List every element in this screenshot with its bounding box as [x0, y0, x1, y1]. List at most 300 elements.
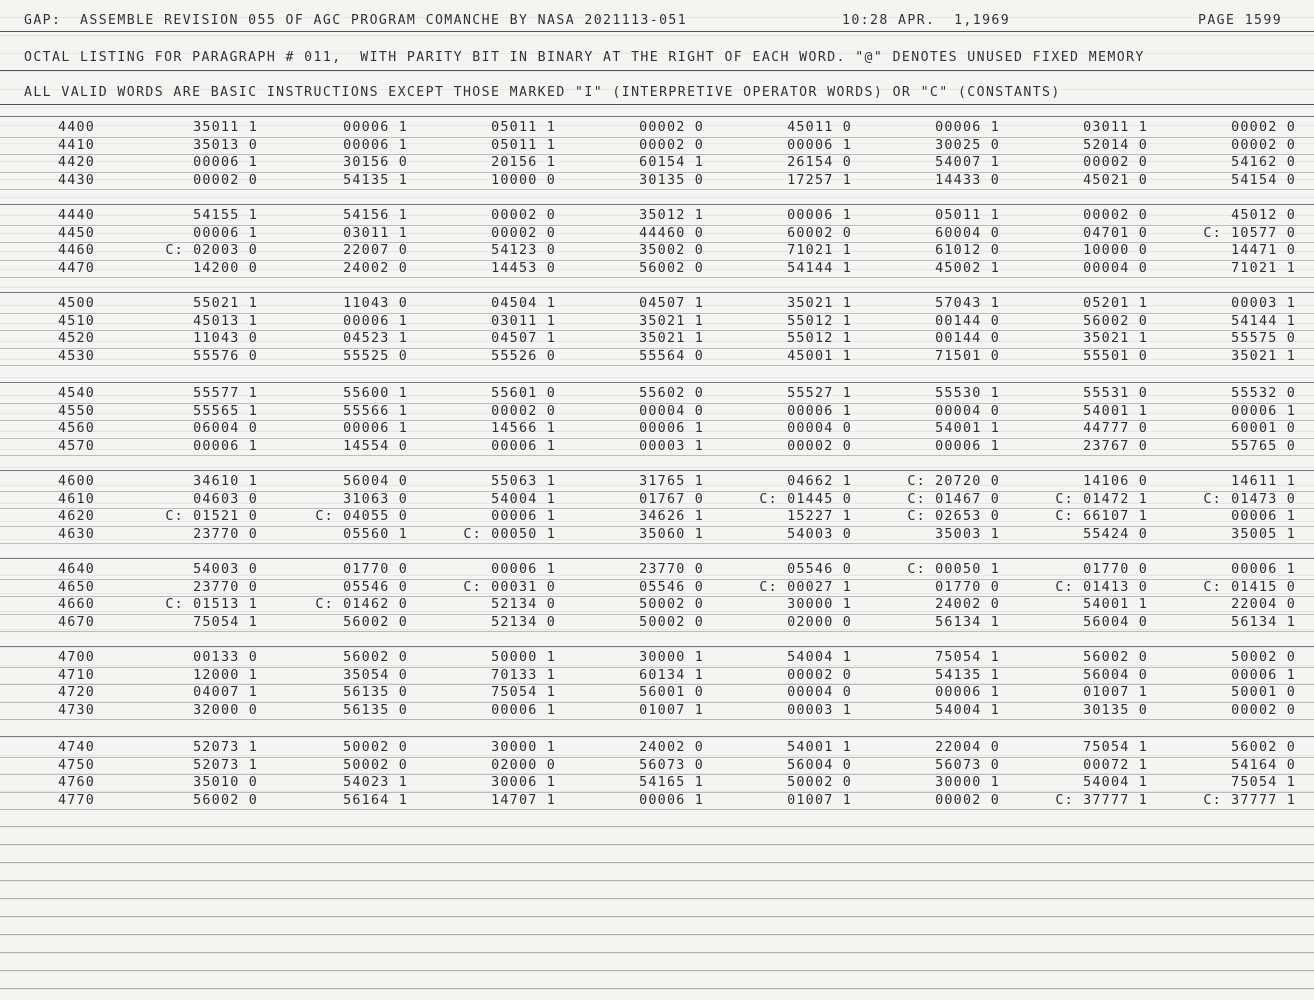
octal-word: 24002 0	[343, 260, 408, 276]
octal-word: 12000 1	[193, 667, 258, 683]
octal-word: C: 02653 0	[907, 509, 1000, 525]
listing-row	[0, 758, 1314, 775]
listing-row	[0, 439, 1314, 456]
octal-word: 50002 0	[343, 740, 408, 755]
octal-word: 05201 1	[1083, 296, 1148, 311]
row-address: 4670	[58, 614, 96, 630]
octal-word: 52134 0	[491, 597, 556, 613]
octal-word: 14471 0	[1231, 243, 1296, 259]
octal-word: 54003 0	[787, 526, 852, 542]
octal-word: 71021 1	[1231, 260, 1296, 276]
octal-word: 56073 0	[639, 757, 704, 773]
octal-word: C: 00031 0	[463, 579, 556, 595]
block-rule	[0, 558, 1314, 559]
octal-word: C: 20720 0	[907, 474, 1000, 489]
octal-word: 55063 1	[491, 474, 556, 489]
octal-word: 04701 0	[1083, 225, 1148, 241]
octal-word: 54004 1	[1083, 775, 1148, 791]
octal-word: 11043 0	[193, 331, 258, 347]
octal-word: 00006 1	[787, 208, 852, 223]
blank-rule	[0, 988, 1314, 989]
octal-word: 14200 0	[193, 260, 258, 276]
octal-word: 00002 0	[1231, 702, 1296, 718]
octal-word: 00144 0	[935, 331, 1000, 347]
row-address: 4470	[58, 260, 96, 276]
octal-word: 01007 1	[1083, 685, 1148, 701]
octal-word: 45011 0	[787, 120, 852, 135]
octal-word: 00002 0	[491, 208, 556, 223]
octal-word: 30000 1	[935, 775, 1000, 791]
octal-word: C: 00050 1	[463, 526, 556, 542]
octal-word: 55564 0	[639, 348, 704, 364]
octal-word: 71501 0	[935, 348, 1000, 364]
row-address: 4750	[58, 757, 96, 773]
octal-word: 05011 1	[491, 120, 556, 135]
octal-word: 00002 0	[193, 172, 258, 188]
octal-word: 00004 0	[935, 403, 1000, 419]
octal-word: 00006 1	[639, 421, 704, 437]
octal-word: 30000 1	[491, 740, 556, 755]
octal-word: 55532 0	[1231, 386, 1296, 401]
octal-word: 00006 1	[935, 120, 1000, 135]
octal-word: 24002 0	[935, 597, 1000, 613]
row-address: 4650	[58, 579, 96, 595]
row-address: 4540	[58, 386, 96, 401]
listing-row	[0, 138, 1314, 155]
octal-word: 55565 1	[193, 403, 258, 419]
octal-word: 60004 0	[935, 225, 1000, 241]
octal-word: 00006 1	[1231, 562, 1296, 577]
octal-word: 55424 0	[1083, 526, 1148, 542]
octal-word: C: 00027 1	[759, 579, 852, 595]
octal-word: 00002 0	[639, 120, 704, 135]
listing-row	[0, 421, 1314, 438]
octal-word: 00006 1	[935, 438, 1000, 454]
octal-word: 34626 1	[639, 509, 704, 525]
octal-word: C: 01472 1	[1055, 491, 1148, 507]
octal-word: 54001 1	[1083, 403, 1148, 419]
octal-word: 01007 1	[787, 792, 852, 808]
octal-word: 26154 0	[787, 155, 852, 171]
octal-word: 56134 1	[935, 614, 1000, 630]
octal-word: 04507 1	[639, 296, 704, 311]
octal-word: 00006 1	[1231, 403, 1296, 419]
octal-word: 35005 1	[1231, 526, 1296, 542]
header-line-1: GAP: ASSEMBLE REVISION 055 OF AGC PROGRAM COMANCHE BY NASA 2021113-051	[24, 13, 688, 28]
octal-word: 02000 0	[491, 757, 556, 773]
listing-row	[0, 509, 1314, 526]
octal-word: 00006 1	[491, 702, 556, 718]
header-rule-1	[0, 31, 1314, 32]
octal-word: 05546 0	[639, 579, 704, 595]
row-address: 4600	[58, 474, 96, 489]
octal-word: 01770 0	[343, 562, 408, 577]
octal-word: 04662 1	[787, 474, 852, 489]
octal-word: 05011 1	[935, 208, 1000, 223]
octal-word: 31765 1	[639, 474, 704, 489]
octal-word: C: 01445 0	[759, 491, 852, 507]
octal-word: 56002 0	[343, 650, 408, 665]
header-timestamp: 10:28 APR. 1,1969	[842, 13, 1011, 28]
octal-word: 00006 1	[1231, 509, 1296, 525]
octal-word: C: 04055 0	[315, 509, 408, 525]
row-rule	[0, 455, 1314, 456]
octal-word: 52073 1	[193, 757, 258, 773]
row-rule	[0, 365, 1314, 366]
row-address: 4440	[58, 208, 96, 223]
header-rule-3	[0, 104, 1314, 105]
octal-word: 55576 0	[193, 348, 258, 364]
octal-word: 56002 0	[343, 614, 408, 630]
listing-row	[0, 562, 1314, 579]
octal-word: 00002 0	[1231, 120, 1296, 135]
octal-word: 52014 0	[1083, 137, 1148, 153]
octal-word: 56002 0	[193, 792, 258, 808]
octal-word: 45012 0	[1231, 208, 1296, 223]
octal-word: 34610 1	[193, 474, 258, 489]
row-address: 4550	[58, 403, 96, 419]
octal-word: 10000 0	[491, 172, 556, 188]
row-address: 4520	[58, 331, 96, 347]
octal-word: 00003 1	[639, 438, 704, 454]
octal-word: 54154 0	[1231, 172, 1296, 188]
octal-word: 00002 0	[491, 225, 556, 241]
octal-word: 61012 0	[935, 243, 1000, 259]
listing-row	[0, 615, 1314, 632]
octal-word: 54155 1	[193, 208, 258, 223]
listing-row	[0, 208, 1314, 225]
octal-word: 55526 0	[491, 348, 556, 364]
row-rule	[0, 631, 1314, 632]
octal-word: 54001 1	[1083, 597, 1148, 613]
octal-word: 75054 1	[1083, 740, 1148, 755]
octal-word: 22004 0	[1231, 597, 1296, 613]
octal-word: C: 37777 1	[1203, 792, 1296, 808]
octal-word: 70133 1	[491, 667, 556, 683]
listing-row	[0, 296, 1314, 313]
octal-word: 56004 0	[343, 474, 408, 489]
octal-word: 04007 1	[193, 685, 258, 701]
octal-word: 22004 0	[935, 740, 1000, 755]
block-rule	[0, 116, 1314, 117]
octal-word: 00003 1	[787, 702, 852, 718]
octal-word: 56164 1	[343, 792, 408, 808]
header-page-number: PAGE 1599	[1198, 13, 1283, 28]
octal-word: 52134 0	[491, 614, 556, 630]
octal-word: 20156 1	[491, 155, 556, 171]
octal-word: 00072 1	[1083, 757, 1148, 773]
octal-word: 55531 0	[1083, 386, 1148, 401]
octal-word: 00006 1	[935, 685, 1000, 701]
octal-word: 00006 1	[343, 137, 408, 153]
octal-word: 00006 1	[491, 562, 556, 577]
octal-word: 50001 0	[1231, 685, 1296, 701]
octal-word: 35060 1	[639, 526, 704, 542]
octal-word: 35021 1	[787, 296, 852, 311]
octal-word: 00002 0	[639, 137, 704, 153]
octal-word: 30156 0	[343, 155, 408, 171]
octal-word: 55501 0	[1083, 348, 1148, 364]
octal-word: 54023 1	[343, 775, 408, 791]
octal-word: 56004 0	[1083, 614, 1148, 630]
octal-word: 35021 1	[1083, 331, 1148, 347]
octal-word: 55601 0	[491, 386, 556, 401]
row-address: 4400	[58, 120, 96, 135]
listing-row	[0, 474, 1314, 491]
octal-word: 44460 0	[639, 225, 704, 241]
octal-word: 55530 1	[935, 386, 1000, 401]
octal-word: 35012 1	[639, 208, 704, 223]
octal-word: 03011 1	[491, 313, 556, 329]
row-address: 4510	[58, 313, 96, 329]
octal-word: C: 01467 0	[907, 491, 1000, 507]
octal-word: 56134 1	[1231, 614, 1296, 630]
octal-word: 05546 0	[343, 579, 408, 595]
octal-word: 60154 1	[639, 155, 704, 171]
octal-word: 00144 0	[935, 313, 1000, 329]
octal-word: C: 00050 1	[907, 562, 1000, 577]
octal-word: 60001 0	[1231, 421, 1296, 437]
octal-word: 75054 1	[935, 650, 1000, 665]
octal-word: 55012 1	[787, 313, 852, 329]
listing-row	[0, 404, 1314, 421]
octal-word: 55527 1	[787, 386, 852, 401]
octal-word: 56001 0	[639, 685, 704, 701]
block-rule	[0, 736, 1314, 737]
octal-word: 55021 1	[193, 296, 258, 311]
listing-row	[0, 314, 1314, 331]
octal-word: 01767 0	[639, 491, 704, 507]
blank-rule	[0, 898, 1314, 899]
octal-word: 35021 1	[1231, 348, 1296, 364]
octal-word: 00004 0	[787, 685, 852, 701]
octal-word: 04507 1	[491, 331, 556, 347]
octal-word: 01007 1	[639, 702, 704, 718]
blank-rule	[0, 844, 1314, 845]
octal-word: 00002 0	[935, 792, 1000, 808]
octal-word: 35021 1	[639, 313, 704, 329]
listing-row	[0, 492, 1314, 509]
octal-word: 03011 1	[1083, 120, 1148, 135]
octal-word: 60134 1	[639, 667, 704, 683]
octal-word: 56073 0	[935, 757, 1000, 773]
octal-word: 56002 0	[1231, 740, 1296, 755]
octal-word: 00002 0	[1083, 208, 1148, 223]
octal-word: 55525 0	[343, 348, 408, 364]
octal-word: 75054 1	[1231, 775, 1296, 791]
octal-word: 56004 0	[787, 757, 852, 773]
row-address: 4530	[58, 348, 96, 364]
listing-row	[0, 793, 1314, 810]
octal-word: 54135 1	[343, 172, 408, 188]
row-address: 4450	[58, 225, 96, 241]
octal-word: 00002 0	[787, 438, 852, 454]
octal-word: 14566 1	[491, 421, 556, 437]
row-address: 4660	[58, 597, 96, 613]
octal-word: 55566 1	[343, 403, 408, 419]
octal-word: 30135 0	[1083, 702, 1148, 718]
listing-row	[0, 386, 1314, 403]
octal-word: C: 02003 0	[165, 243, 258, 259]
octal-word: 30000 1	[787, 597, 852, 613]
row-address: 4420	[58, 155, 96, 171]
octal-word: C: 66107 1	[1055, 509, 1148, 525]
octal-word: 14433 0	[935, 172, 1000, 188]
octal-word: 54164 0	[1231, 757, 1296, 773]
octal-word: 54123 0	[491, 243, 556, 259]
octal-word: 04603 0	[193, 491, 258, 507]
octal-word: 30135 0	[639, 172, 704, 188]
octal-word: 45001 1	[787, 348, 852, 364]
octal-word: 00006 1	[491, 509, 556, 525]
block-rule	[0, 470, 1314, 471]
octal-word: 15227 1	[787, 509, 852, 525]
octal-word: 50002 0	[639, 614, 704, 630]
octal-word: 54144 1	[787, 260, 852, 276]
octal-word: C: 01413 0	[1055, 579, 1148, 595]
octal-word: 24002 0	[639, 740, 704, 755]
listing-row	[0, 120, 1314, 137]
octal-word: 56002 0	[1083, 650, 1148, 665]
octal-word: 01770 0	[1083, 562, 1148, 577]
octal-word: 05011 1	[491, 137, 556, 153]
row-address: 4610	[58, 491, 96, 507]
octal-word: 00006 1	[343, 421, 408, 437]
octal-word: 00006 1	[1231, 667, 1296, 683]
octal-word: 54004 1	[787, 650, 852, 665]
octal-word: 56002 0	[639, 260, 704, 276]
octal-word: 35002 0	[639, 243, 704, 259]
row-address: 4460	[58, 243, 96, 259]
block-rule	[0, 382, 1314, 383]
octal-word: 54144 1	[1231, 313, 1296, 329]
octal-word: 55012 1	[787, 331, 852, 347]
listing-row	[0, 685, 1314, 702]
row-address: 4430	[58, 172, 96, 188]
row-address: 4740	[58, 740, 96, 755]
octal-word: 35054 0	[343, 667, 408, 683]
octal-word: 55602 0	[639, 386, 704, 401]
octal-word: 56135 0	[343, 702, 408, 718]
octal-word: 54135 1	[935, 667, 1000, 683]
octal-word: 23770 0	[639, 562, 704, 577]
octal-word: 50002 0	[787, 775, 852, 791]
blank-rule	[0, 862, 1314, 863]
octal-word: 35021 1	[639, 331, 704, 347]
octal-word: 00002 0	[787, 667, 852, 683]
listing-row	[0, 597, 1314, 614]
row-rule	[0, 543, 1314, 544]
octal-word: C: 37777 1	[1055, 792, 1148, 808]
octal-word: 17257 1	[787, 172, 852, 188]
listing-row	[0, 668, 1314, 685]
octal-word: 56002 0	[1083, 313, 1148, 329]
octal-word: C: 01521 0	[165, 509, 258, 525]
octal-word: 54165 1	[639, 775, 704, 791]
row-address: 4500	[58, 296, 96, 311]
listing-row	[0, 173, 1314, 190]
octal-word: 00006 1	[193, 155, 258, 171]
octal-word: 00002 0	[1231, 137, 1296, 153]
blank-rule	[0, 916, 1314, 917]
row-address: 4710	[58, 667, 96, 683]
octal-word: 04504 1	[491, 296, 556, 311]
header-line-3: ALL VALID WORDS ARE BASIC INSTRUCTIONS EXCEPT THOSE MARKED "I" (INTERPRETIVE OPERATOR WORDS) OR "C" (CONSTANTS)	[24, 85, 1061, 100]
octal-word: 45013 1	[193, 313, 258, 329]
blank-rule	[0, 952, 1314, 953]
octal-word: 05546 0	[787, 562, 852, 577]
octal-word: 44777 0	[1083, 421, 1148, 437]
octal-word: 35010 0	[193, 775, 258, 791]
listing-row	[0, 331, 1314, 348]
octal-word: 50000 1	[491, 650, 556, 665]
octal-word: 52073 1	[193, 740, 258, 755]
octal-word: 54004 1	[935, 702, 1000, 718]
octal-word: 14707 1	[491, 792, 556, 808]
octal-word: 50002 0	[1231, 650, 1296, 665]
octal-word: 06004 0	[193, 421, 258, 437]
octal-word: 50002 0	[343, 757, 408, 773]
row-rule	[0, 277, 1314, 278]
octal-word: C: 01462 0	[315, 597, 408, 613]
octal-word: 57043 1	[935, 296, 1000, 311]
octal-word: 32000 0	[193, 702, 258, 718]
block-rule	[0, 646, 1314, 647]
octal-word: 23770 0	[193, 526, 258, 542]
octal-word: 05560 1	[343, 526, 408, 542]
octal-word: 00133 0	[193, 650, 258, 665]
octal-word: 00004 0	[1083, 260, 1148, 276]
octal-word: 01770 0	[935, 579, 1000, 595]
octal-word: 00006 1	[343, 313, 408, 329]
octal-word: 50002 0	[639, 597, 704, 613]
octal-word: 03011 1	[343, 225, 408, 241]
row-address: 4570	[58, 438, 96, 454]
block-rule	[0, 204, 1314, 205]
octal-word: 00004 0	[787, 421, 852, 437]
octal-word: 00006 1	[491, 438, 556, 454]
octal-word: 55577 1	[193, 386, 258, 401]
listing-row	[0, 527, 1314, 544]
listing-row	[0, 580, 1314, 597]
octal-word: 45002 1	[935, 260, 1000, 276]
header-line-2: OCTAL LISTING FOR PARAGRAPH # 011, WITH PARITY BIT IN BINARY AT THE RIGHT OF EACH WORD. "@" DENOTES UNUSED FIXED MEMORY	[24, 50, 1145, 65]
octal-word: 35003 1	[935, 526, 1000, 542]
octal-word: 00003 1	[1231, 296, 1296, 311]
row-address: 4700	[58, 650, 96, 665]
row-address: 4770	[58, 792, 96, 808]
octal-word: 30000 1	[639, 650, 704, 665]
blank-rule	[0, 826, 1314, 827]
octal-word: 54156 1	[343, 208, 408, 223]
octal-word: 00002 0	[1083, 155, 1148, 171]
octal-word: 45021 0	[1083, 172, 1148, 188]
octal-word: 54007 1	[935, 155, 1000, 171]
octal-word: 14611 1	[1231, 474, 1296, 489]
octal-word: 75054 1	[193, 614, 258, 630]
octal-word: 54003 0	[193, 562, 258, 577]
octal-word: 54162 0	[1231, 155, 1296, 171]
octal-word: 55600 1	[343, 386, 408, 401]
octal-word: 35011 1	[193, 120, 258, 135]
octal-word: 11043 0	[343, 296, 408, 311]
octal-word: 14106 0	[1083, 474, 1148, 489]
octal-word: 30025 0	[935, 137, 1000, 153]
row-rule	[0, 719, 1314, 720]
listing-row	[0, 740, 1314, 757]
row-rule	[0, 189, 1314, 190]
row-rule	[0, 809, 1314, 810]
